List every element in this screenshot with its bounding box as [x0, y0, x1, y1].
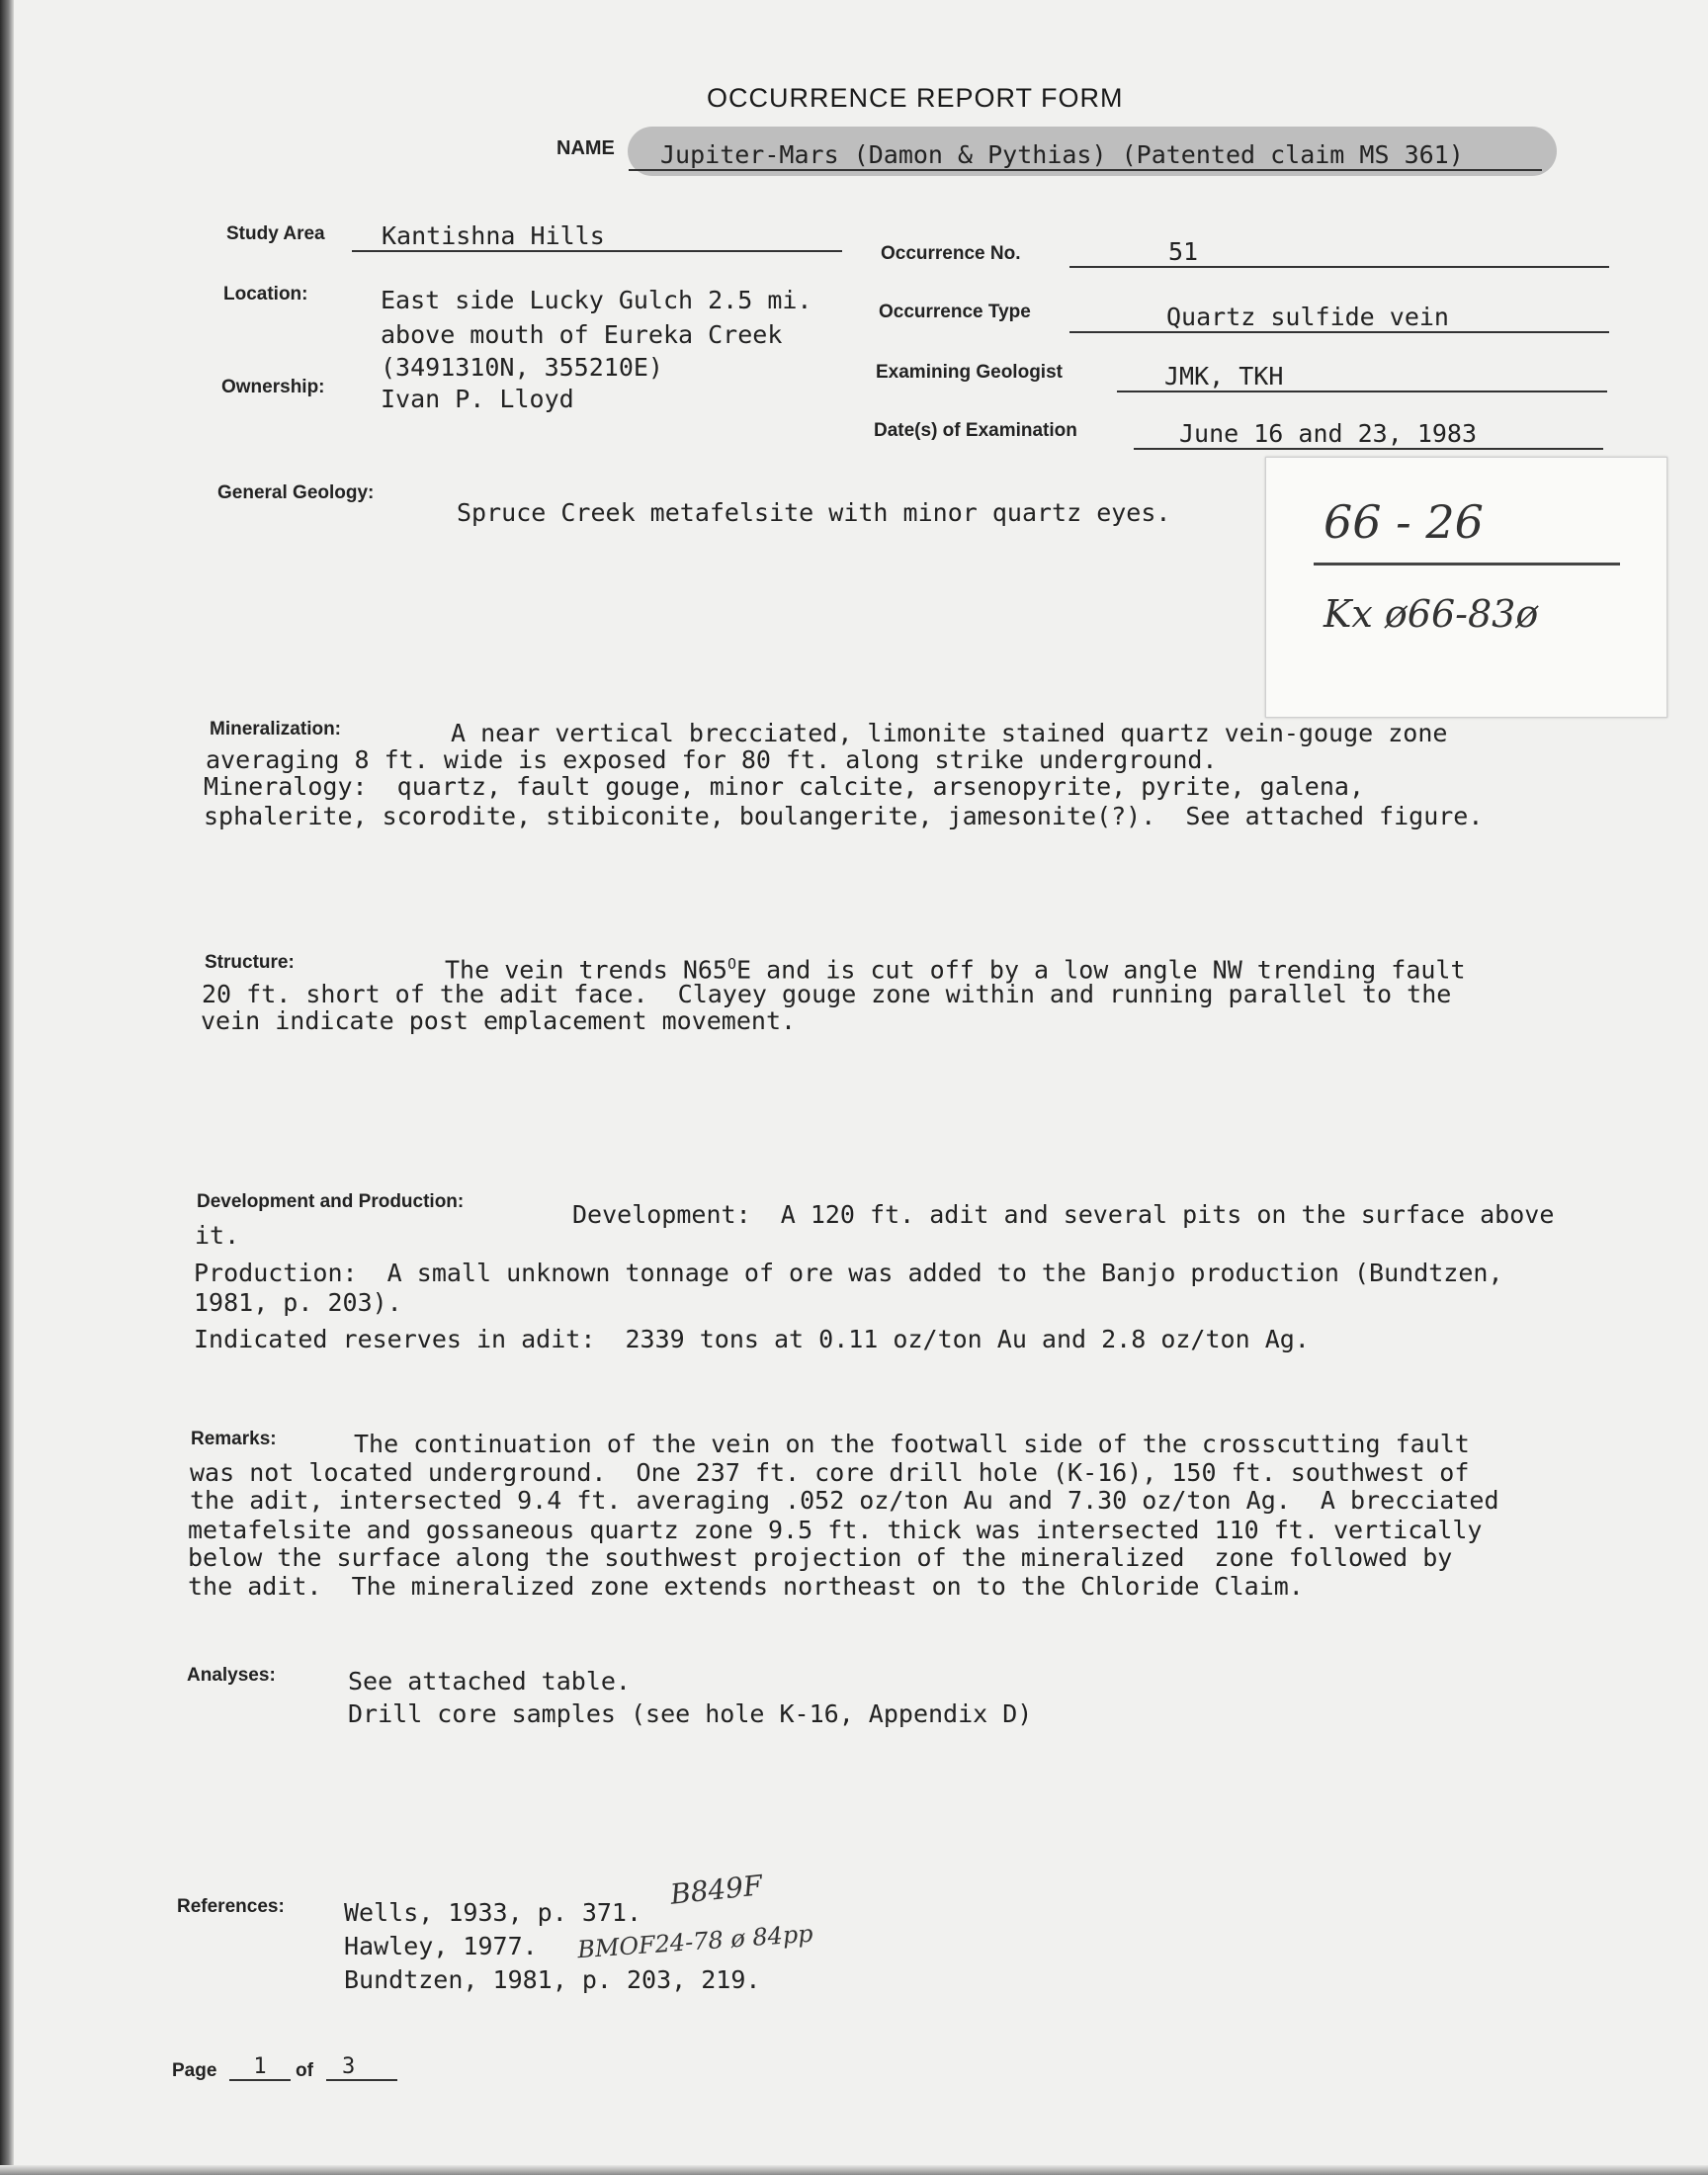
- development-line-5: Indicated reserves in adit: 2339 tons at 0.11 oz/ton Au and 2.8 oz/ton Ag.: [194, 1325, 1310, 1353]
- ownership-value: Ivan P. Lloyd: [381, 385, 574, 413]
- mineralization-label: Mineralization:: [210, 719, 342, 740]
- structure-label: Structure:: [205, 952, 295, 973]
- development-line-3: Production: A small unknown tonnage of ore was added to the Banjo production (Bundtzen,: [194, 1259, 1503, 1287]
- remarks-line-3: the adit, intersected 9.4 ft. averaging .052 oz/ton Au and 7.30 oz/ton Ag. A brecciated: [190, 1486, 1499, 1515]
- structure-trend-text-rest: E and is cut off by a low angle NW trending fault: [736, 955, 1466, 985]
- note-rule: [1314, 563, 1620, 566]
- structure-line-1: [445, 951, 1466, 983]
- name-value: Jupiter-Mars (Damon & Pythias) (Patented claim MS 361): [629, 140, 1542, 171]
- page-of-label: of: [296, 2060, 313, 2081]
- handwritten-note-card: [1265, 457, 1667, 718]
- reference-2-handnote: BMOF24-78 ø 84pp: [576, 1919, 814, 1964]
- examining-geologist-label: Examining Geologist: [876, 362, 1063, 383]
- study-area-value: Kantishna Hills: [352, 221, 842, 252]
- name-label: NAME: [556, 137, 615, 159]
- location-line-2: above mouth of Eureka Creek: [381, 320, 783, 349]
- analyses-label: Analyses:: [187, 1665, 276, 1686]
- remarks-line-2: was not located underground. One 237 ft. core drill hole (K-16), 150 ft. southwest of: [190, 1458, 1470, 1487]
- remarks-line-5: below the surface along the southwest projection of the mineralized zone followed by: [188, 1543, 1453, 1572]
- development-line-1: Development: A 120 ft. adit and several pits on the surface above: [572, 1200, 1555, 1229]
- dates-value: June 16 and 23, 1983: [1134, 419, 1603, 450]
- remarks-line-6: the adit. The mineralized zone extends northeast on to the Chloride Claim.: [188, 1572, 1304, 1601]
- remarks-line-1: The continuation of the vein on the footwall side of the crosscutting fault: [354, 1430, 1470, 1458]
- mineralization-line-3: Mineralogy: quartz, fault gouge, minor calcite, arsenopyrite, pyrite, galena,: [204, 772, 1364, 801]
- reference-1-handnote: B849F: [668, 1869, 764, 1911]
- scan-edge-bottom: [0, 2165, 1708, 2175]
- occurrence-type-value: Quartz sulfide vein: [1069, 303, 1609, 333]
- remarks-label: Remarks:: [191, 1429, 277, 1449]
- page-current: 1: [229, 2054, 291, 2081]
- handwritten-note-top: 66 - 26: [1324, 495, 1484, 549]
- ownership-label: Ownership:: [221, 377, 325, 397]
- general-geology-value: Spruce Creek metafelsite with minor quartz eyes.: [457, 498, 1171, 527]
- page-total: 3: [326, 2054, 397, 2081]
- mineralization-line-2: averaging 8 ft. wide is exposed for 80 ft. along strike underground.: [206, 745, 1218, 774]
- scan-edge-left: [0, 0, 14, 2175]
- reference-3: Bundtzen, 1981, p. 203, 219.: [344, 1965, 761, 1994]
- occurrence-no-label: Occurrence No.: [881, 243, 1021, 264]
- handwritten-note-bottom: Kx ø66-83ø: [1324, 592, 1539, 636]
- structure-line-2: 20 ft. short of the adit face. Clayey gouge zone within and running parallel to the: [202, 980, 1452, 1008]
- page-label: Page: [172, 2060, 217, 2081]
- examining-geologist-value: JMK, TKH: [1117, 362, 1607, 392]
- study-area-label: Study Area: [226, 223, 325, 244]
- mineralization-line-4: sphalerite, scorodite, stibiconite, boulangerite, jamesonite(?). See attached figure.: [204, 802, 1484, 830]
- location-line-3: (3491310N, 355210E): [381, 353, 663, 382]
- dates-label: Date(s) of Examination: [874, 420, 1077, 441]
- reference-2: Hawley, 1977.: [344, 1932, 538, 1960]
- general-geology-label: General Geology:: [217, 482, 375, 503]
- development-label: Development and Production:: [197, 1191, 465, 1212]
- occurrence-no-value: 51: [1069, 237, 1609, 268]
- analyses-line-1: See attached table.: [348, 1667, 631, 1696]
- form-title: OCCURRENCE REPORT FORM: [707, 83, 1124, 113]
- remarks-line-4: metafelsite and gossaneous quartz zone 9.5 ft. thick was intersected 110 ft. vertically: [188, 1516, 1483, 1544]
- location-label: Location:: [223, 284, 308, 304]
- mineralization-line-1: A near vertical brecciated, limonite stained quartz vein-gouge zone: [451, 719, 1448, 747]
- development-line-2: it.: [195, 1221, 240, 1250]
- structure-line-3: vein indicate post emplacement movement.: [201, 1006, 797, 1035]
- location-line-1: East side Lucky Gulch 2.5 mi.: [381, 286, 812, 314]
- analyses-line-2: Drill core samples (see hole K-16, Appendix D): [348, 1699, 1033, 1728]
- occurrence-type-label: Occurrence Type: [879, 302, 1031, 322]
- reference-1: Wells, 1933, p. 371.: [344, 1898, 642, 1927]
- development-line-4: 1981, p. 203).: [194, 1288, 402, 1317]
- structure-trend-text: The vein trends N65: [445, 955, 727, 985]
- references-label: References:: [177, 1896, 285, 1917]
- degree-mark: O: [726, 955, 737, 973]
